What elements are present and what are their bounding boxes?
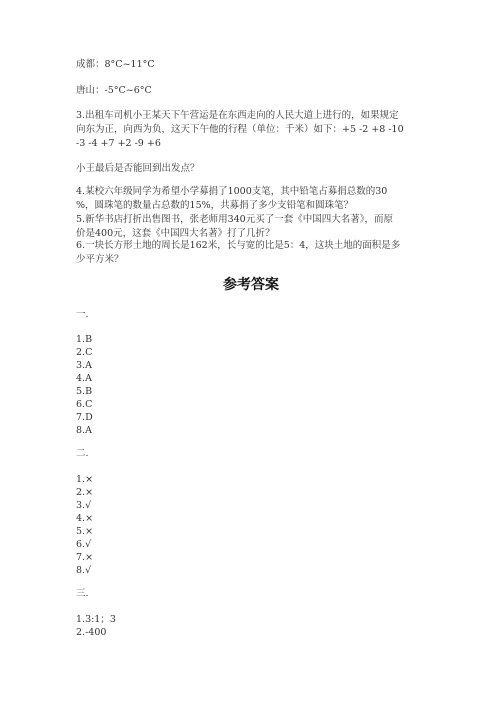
- question-3-line-1: 3.出租车司机小王某天下午营运是在东西走向的人民大道上进行的，如果规定: [76, 110, 399, 121]
- answer-item: 8.√: [76, 565, 92, 576]
- answers-section-3-heading: 三.: [76, 588, 89, 599]
- answer-item: 1.3:1；3: [76, 614, 116, 625]
- answer-item: 7.D: [76, 412, 93, 423]
- answer-item: 3.√: [76, 500, 92, 511]
- answer-item: 4.×: [76, 513, 94, 524]
- question-3-ask: 小王最后是否能回到出发点？: [76, 163, 200, 174]
- answers-section-2-heading: 二.: [76, 448, 89, 459]
- weather-tangshan: 唐山：-5°C~6°C: [76, 85, 152, 96]
- answers-section-1-heading: 一.: [76, 309, 89, 320]
- answer-item: 1.B: [76, 334, 93, 345]
- answer-item: 1.×: [76, 474, 94, 485]
- answer-item: 5.×: [76, 526, 94, 537]
- answer-item: 4.A: [76, 373, 92, 384]
- question-3-line-3: -3 -4 +7 +2 -9 +6: [76, 138, 161, 149]
- answer-item: 5.B: [76, 386, 93, 397]
- answer-item: 2.×: [76, 487, 94, 498]
- question-4-line-2: %，圆珠笔的数量占总数的15%，共募捐了多少支铅笔和圆珠笔？: [76, 200, 354, 211]
- answer-item: 6.√: [76, 539, 92, 550]
- question-6-line-2: 少平方米？: [76, 254, 124, 265]
- answer-item: 7.×: [76, 552, 94, 563]
- answers-title: 参考答案: [223, 277, 279, 293]
- answer-item: 6.C: [76, 399, 93, 410]
- question-4-line-1: 4.某校六年级同学为希望小学募捐了1000支笔，其中铅笔占募捐总数的30: [76, 186, 388, 197]
- weather-chengdu: 成都：8°C~11°C: [76, 59, 155, 70]
- answer-item: 8.A: [76, 425, 92, 436]
- answer-item: 2.C: [76, 347, 93, 358]
- question-5-line-1: 5.新华书店打折出售图书，张老师用340元买了一套《中国四大名著》，而原: [76, 214, 393, 225]
- question-3-line-2: 向东为正，向西为负，这天下午他的行程（单位：千米）如下：+5 -2 +8 -10: [76, 124, 404, 135]
- answer-item: 2.-400: [76, 627, 107, 638]
- question-5-line-2: 价是400元，这套《中国四大名著》打了几折？: [76, 228, 275, 239]
- question-6-line-1: 6.一块长方形土地的周长是162米，长与宽的比是5：4，这块土地的面积是多: [76, 240, 401, 251]
- answer-item: 3.A: [76, 360, 92, 371]
